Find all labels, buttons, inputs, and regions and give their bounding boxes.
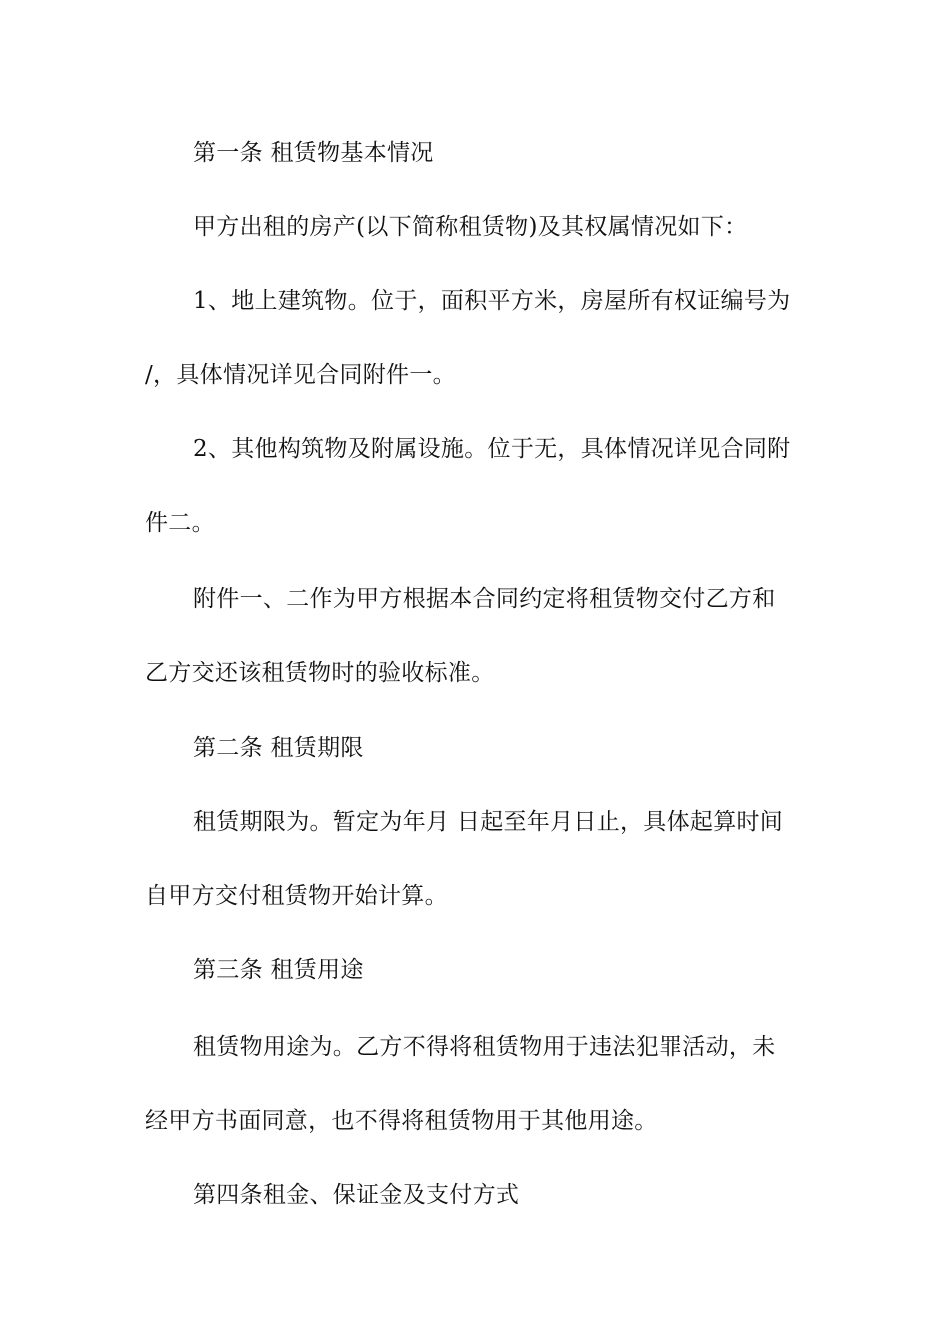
article-1-heading: 第一条 租赁物基本情况 bbox=[193, 140, 434, 166]
article-2-heading: 第二条 租赁期限 bbox=[193, 735, 364, 761]
article-3-heading: 第三条 租赁用途 bbox=[193, 957, 364, 983]
paragraph-line: 租赁期限为。暂定为年月 日起至年月日止，具体起算时间 bbox=[193, 809, 784, 835]
paragraph-line: 经甲方书面同意，也不得将租赁物用于其他用途。 bbox=[145, 1108, 658, 1134]
paragraph-line: 乙方交还该租赁物时的验收标准。 bbox=[145, 660, 495, 686]
paragraph-line: /，具体情况详见合同附件一。 bbox=[145, 362, 456, 388]
paragraph-line: 件二。 bbox=[145, 510, 215, 536]
paragraph-line: 1、地上建筑物。位于，面积平方米，房屋所有权证编号为 bbox=[193, 288, 791, 314]
paragraph-line: 甲方出租的房产(以下简称租赁物)及其权属情况如下： bbox=[193, 214, 748, 240]
paragraph-line: 2、其他构筑物及附属设施。位于无，具体情况详见合同附 bbox=[193, 436, 791, 462]
paragraph-line: 租赁物用途为。乙方不得将租赁物用于违法犯罪活动，未 bbox=[193, 1034, 776, 1060]
paragraph-line: 自甲方交付租赁物开始计算。 bbox=[145, 883, 448, 909]
article-4-heading: 第四条租金、保证金及支付方式 bbox=[193, 1182, 520, 1208]
paragraph-line: 附件一、二作为甲方根据本合同约定将租赁物交付乙方和 bbox=[193, 586, 776, 612]
